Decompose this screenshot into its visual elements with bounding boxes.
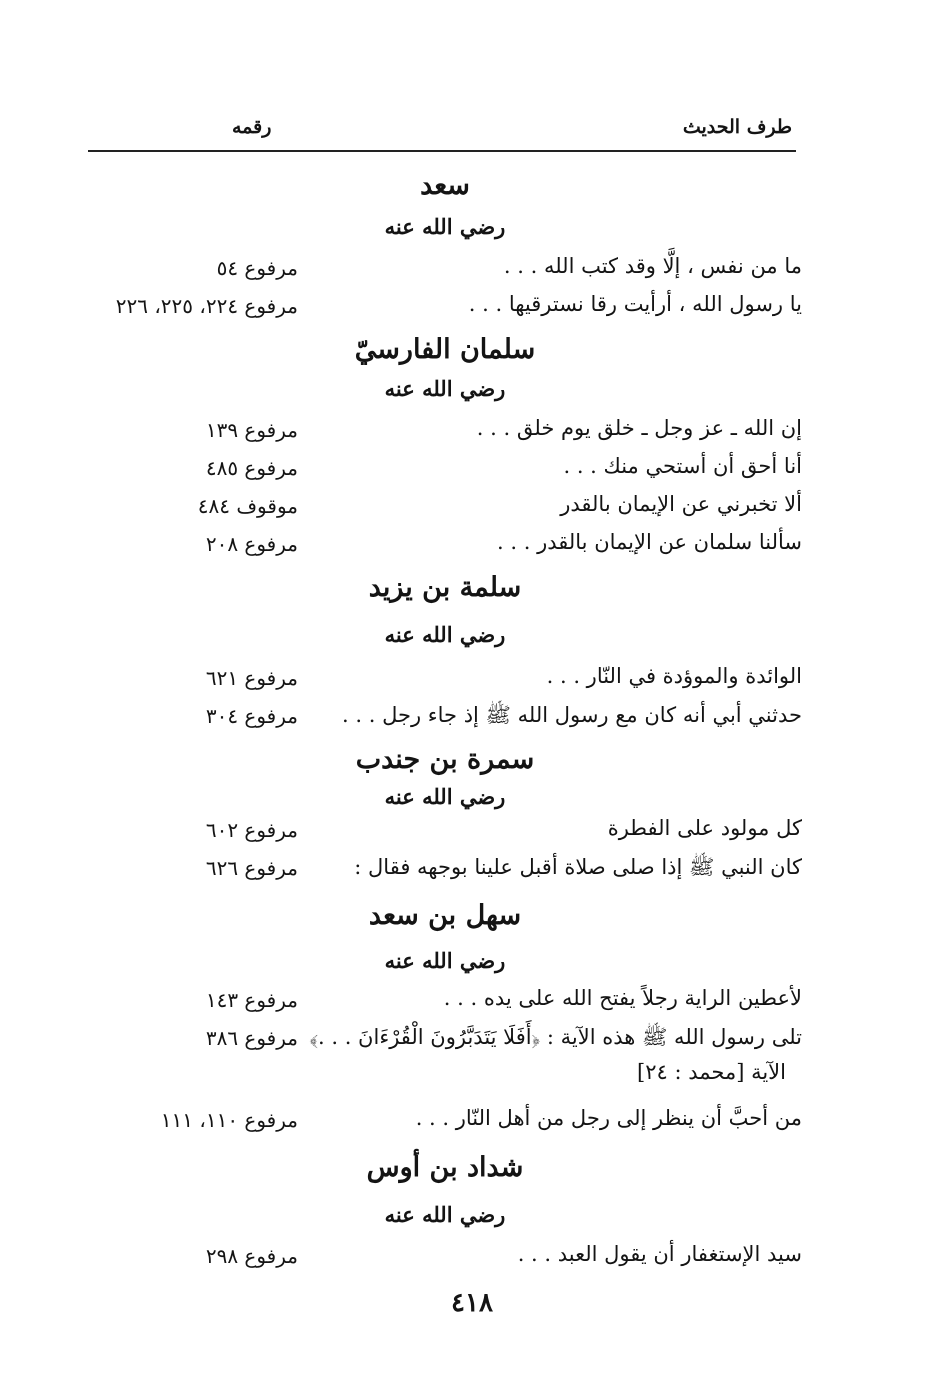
hadith-text: كل مولود على الفطرة [607,816,802,840]
section-title-samura: سمرة بن جندب [355,744,535,775]
section-subtitle-sahl: رضي الله عنه [384,948,506,973]
hadith-reference: مرفوع ٢٢٤، ٢٢٥، ٢٢٦ [115,294,298,318]
hadith-text: من أحبَّ أن ينظر إلى رجل من أهل النّار . . . [415,1106,802,1130]
hadith-text: كان النبي ﷺ إذا صلى صلاة أقبل علينا بوجهه فقال : [354,855,802,879]
hadith-reference: مرفوع ٥٤ [216,256,298,280]
hadith-reference: مرفوع ٢٠٨ [205,532,298,556]
section-title-shaddad: شداد بن أوس [366,1152,524,1183]
hadith-reference: موقوف ٤٨٤ [197,494,298,518]
hadith-reference: مرفوع ٦٠٢ [205,818,298,842]
hadith-text: ألا تخبرني عن الإيمان بالقدر [560,492,802,516]
section-subtitle-shaddad: رضي الله عنه [384,1202,506,1227]
section-title-saad: سعد [420,170,470,201]
hadith-text: يا رسول الله ، أرأيت رقا نسترقيها . . . [468,292,802,316]
section-title-salman: سلمان الفارسيّ [354,334,536,365]
hadith-text: إن الله ـ عز وجل ـ خلق يوم خلق . . . [476,416,802,440]
hadith-text: ما من نفس ، إلَّا وقد كتب الله . . . [503,254,802,278]
hadith-text: الوائدة والموؤدة في النّار . . . [546,664,802,688]
hadith-reference: مرفوع ١١٠، ١١١ [160,1108,298,1132]
section-subtitle-saad: رضي الله عنه [384,214,506,239]
hadith-text: سيد الإستغفار أن يقول العبد . . . [517,1242,802,1266]
hadith-reference: مرفوع ٤٨٥ [205,456,298,480]
hadith-reference: مرفوع ٦٢٦ [205,856,298,880]
hadith-reference: مرفوع ٣٠٤ [205,704,298,728]
hadith-text: حدثني أبي أنه كان مع رسول الله ﷺ إذ جاء رجل . . . [342,703,802,727]
hadith-text: سألنا سلمان عن الإيمان بالقدر . . . [497,530,802,554]
hadith-continuation: الآية [محمد : ٢٤] [637,1060,786,1084]
column-header-hadith: طرف الحديث [682,116,792,138]
page-number: ٤١٨ [451,1288,493,1318]
column-header-number: رقمه [232,116,272,138]
section-subtitle-salman: رضي الله عنه [384,376,506,401]
hadith-text: تلى رسول الله ﷺ هذه الآية : ﴿أَفَلَا يَتَدَبَّرُونَ الْقُرْءَانَ . . .﴾ [309,1025,802,1049]
header-divider [88,150,796,152]
section-title-sahl: سهل بن سعد [368,900,522,931]
hadith-text: لأعطين الراية رجلاً يفتح الله على يده . . . [443,986,802,1010]
hadith-reference: مرفوع ٣٨٦ [205,1026,298,1050]
hadith-reference: مرفوع ١٣٩ [205,418,298,442]
section-subtitle-samura: رضي الله عنه [384,784,506,809]
hadith-reference: مرفوع ٢٩٨ [205,1244,298,1268]
section-title-salama: سلمة بن يزيد [368,572,522,603]
hadith-text: أنا أحق أن أستحي منك . . . [563,454,802,478]
section-subtitle-salama: رضي الله عنه [384,622,506,647]
hadith-reference: مرفوع ١٤٣ [205,988,298,1012]
hadith-reference: مرفوع ٦٢١ [205,666,298,690]
